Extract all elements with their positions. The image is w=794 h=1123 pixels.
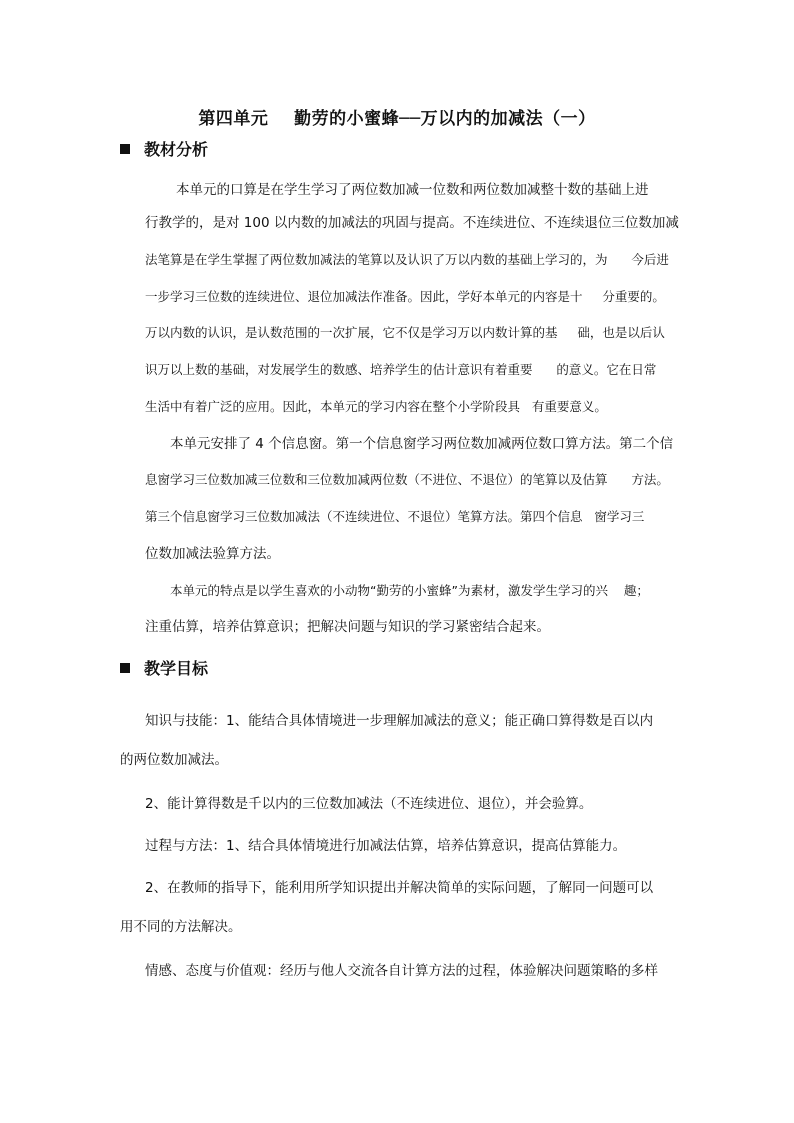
paragraph-line: 本单元的口算是在学生学习了两位数加减一位数和两位数加减整十数的基础上进 [176, 182, 649, 198]
paragraph-line: 法笔算是在学生掌握了两位数加减法的笔算以及认识了万以内数的基础上学习的，为 今后进 [145, 252, 669, 267]
paragraph-line: 一步学习三位数的连续进位、退位加减法作准备。因此，学好本单元的内容是十 分重要的。 [145, 289, 665, 304]
paragraph-line: 本单元的特点是以学生喜欢的小动物“勤劳的小蜜蜂”为素材，激发学生学习的兴 趣； [170, 583, 649, 598]
paragraph-line: 第三个信息窗学习三位数加减法（不连续进位、不退位）笔算方法。第四个信息 窗学习三 [145, 509, 645, 524]
document-title: 第四单元 勤劳的小蜜蜂──万以内的加减法（一） [198, 109, 596, 129]
paragraph-line: 用不同的方法解决。 [120, 919, 242, 935]
paragraph-line: 的两位数加减法。 [120, 752, 228, 768]
bullet-square-icon [120, 663, 130, 673]
paragraph-line: 万以内数的认识，是认数范围的一次扩展，它不仅是学习万以内数计算的基 础，也是以后认 [145, 325, 665, 340]
section-heading-label: 教学目标 [144, 659, 209, 678]
paragraph-line: 情感、态度与价值观：经历与他人交流各自计算方法的过程，体验解决问题策略的多样 [145, 963, 658, 979]
paragraph-line: 识万以上数的基础，对发展学生的数感、培养学生的估计意识有着重要 的意义。它在日常 [145, 362, 657, 377]
paragraph-line: 本单元安排了 4 个信息窗。第一个信息窗学习两位数加减两位数口算方法。第二个信 [170, 436, 674, 452]
paragraph-line: 位数加减法验算方法。 [145, 546, 280, 562]
paragraph-line: 过程与方法：1、结合具体情境进行加减法估算，培养估算意识，提高估算能力。 [145, 838, 627, 854]
paragraph-line: 息窗学习三位数加减三位数和三位数加减两位数（不进位、不退位）的笔算以及估算 方法。 [145, 472, 669, 487]
section-heading-analysis [120, 137, 208, 160]
paragraph-line: 知识与技能：1、能结合具体情境进一步理解加减法的意义；能正确口算得数是百以内 [145, 713, 654, 729]
paragraph-line: 2、在教师的指导下，能利用所学知识提出并解决简单的实际问题，了解同一问题可以 [145, 880, 654, 896]
paragraph-line: 行教学的，是对 100 以内数的加减法的巩固与提高。不连续进位、不连续退位三位数加减 [145, 215, 679, 231]
bullet-square-icon [120, 144, 130, 154]
paragraph-line: 2、能计算得数是千以内的三位数加减法（不连续进位、退位），并会验算。 [145, 796, 593, 812]
paragraph-line: 注重估算，培养估算意识；把解决问题与知识的学习紧密结合起来。 [145, 619, 550, 635]
paragraph-line: 生活中有着广泛的应用。因此，本单元的学习内容在整个小学阶段具 有重要意义。 [145, 399, 607, 414]
section-heading-label: 教材分析 [144, 140, 209, 159]
section-heading-objectives [120, 656, 208, 679]
